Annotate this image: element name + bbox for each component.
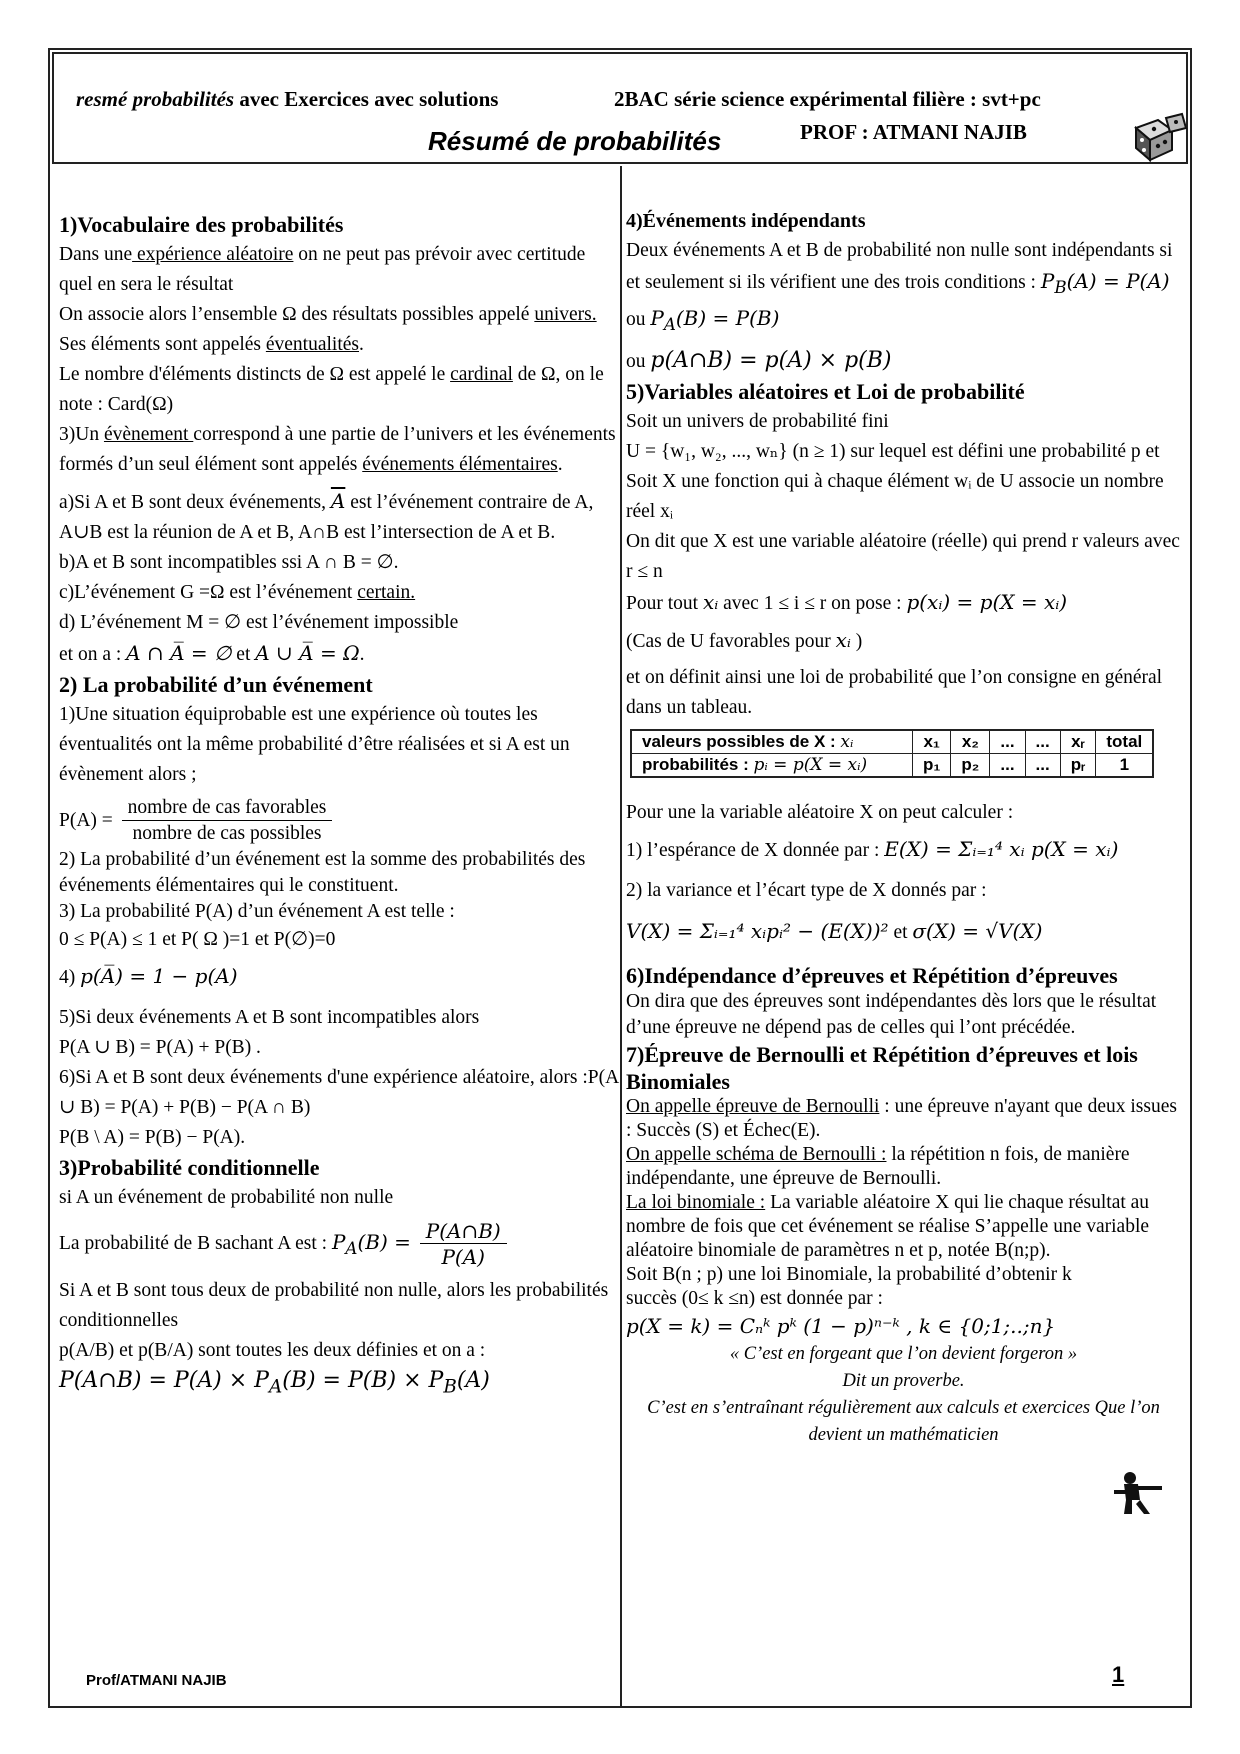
s4-paragraph-1: Deux événements A et B de probabilité non nulle sont indépendants si et seulement si ils vérifient une des trois conditions : $P_B(A) = P(A)$ ou $P_A(B) = P(B)$ (626, 240, 1173, 334)
s4-paragraph-2: ou p(A∩B) = p(A) × p(B) (626, 348, 892, 373)
s7-binomial-formula: p(X = k) = Cₙᵏ pᵏ (1 − p)ⁿ⁻ᵏ , k ∈ {0;1;..;n} (626, 1314, 1056, 1338)
page-number: 1 (1112, 1662, 1125, 1687)
quote-line-2: Dit un proverbe. (842, 1371, 965, 1391)
s6-paragraph-1: On dira que des épreuves sont indépendantes dès lors que le résultat d’une épreuve ne dépend pas de celles qui l’ont précédée. (626, 991, 1157, 1038)
s5-paragraph-5: (Cas de U favorables pour xᵢ ) (626, 628, 863, 652)
s5-paragraph-2: U = {w₁, w₂, ..., wₙ} (n ≥ 1) sur lequel est défini une probabilité p et Soit X une fonction qui à chaque élément wᵢ de U associe un nombre réel xᵢ (626, 441, 1164, 522)
table-cell: ... (990, 754, 1025, 778)
table-cell: total (1096, 730, 1153, 754)
table-cell: pᵣ (1060, 754, 1096, 778)
s2-paragraph-6: 6)Si A et B sont deux événements d'une expérience aléatoire, alors :P(A ∪ B) = P(A) + P(B) − P(A ∩ B) (59, 1067, 619, 1118)
s1-item-a: a)Si A et B sont deux événements, $\overline{A}$ est l’événement contraire de A, A∪B est la réunion de A et B, A∩B est l’intersection de A et B. (59, 489, 594, 543)
table-cell: ... (990, 730, 1025, 754)
table-cell: ... (1025, 754, 1060, 778)
s2-equiprobable-formula: P(A) = $\frac{\text{nombre de cas favorables}}{\text{nombre de cas possibles}}$ (59, 796, 619, 847)
s5-paragraph-7: Pour une la variable aléatoire X on peut calculer : (626, 802, 1014, 823)
section-3-title: 3)Probabilité conditionnelle (59, 1155, 320, 1180)
header-left-title: resmé probabilités avec Exercices avec solutions (76, 87, 499, 111)
quote-line-3: C’est en s’entraînant régulièrement aux calculs et exercices Que l’on devient un mathématicien (647, 1398, 1160, 1445)
table-cell: valeurs possibles de X : xᵢ (631, 730, 913, 754)
s3-product-formula: P(A∩B) = $P(A) \times P_A(B) = P(B) \times P_B(A)$ (59, 1368, 490, 1398)
left-column (59, 210, 619, 1402)
section-6-title: 6)Indépendance d’épreuves et Répétition d’épreuves (626, 963, 1118, 988)
s2-paragraph-2: 2) La probabilité d’un événement est la somme des probabilités des événements élémentaires qui le constituent. (59, 849, 586, 896)
table-cell: probabilités : pᵢ = p(X = xᵢ) (631, 754, 913, 778)
s7-paragraph-3: La loi binomiale : La variable aléatoire X qui lie chaque résultat au nombre de fois que cet événement se réalise S’appelle une variable aléatoire binomiale de paramètres n et p, notée B(n;p). (626, 1192, 1150, 1261)
table-cell: xᵣ (1060, 730, 1096, 754)
section-7-title: 7)Épreuve de Bernoulli et Répétition d’épreuves et lois Binomiales (626, 1042, 1138, 1094)
s5-paragraph-1: Soit un univers de probabilité fini (626, 411, 889, 432)
footer-author: Prof/ATMANI NAJIB (86, 1672, 227, 1689)
probability-table (630, 729, 1154, 778)
shooter-icon (1110, 1470, 1166, 1516)
table-cell: p₁ (913, 754, 951, 778)
table-cell: ... (1025, 730, 1060, 754)
header-prof: PROF : ATMANI NAJIB (800, 120, 1027, 144)
table-cell: 1 (1096, 754, 1153, 778)
section-5-title: 5)Variables aléatoires et Loi de probabilité (626, 379, 1025, 404)
s3-paragraph-1: si A un événement de probabilité non nulle (59, 1187, 394, 1208)
s2-paragraph-1: 1)Une situation équiprobable est une expérience où toutes les éventualités ont la même probabilité d’être réalisées et si A est un évènement alors ; (59, 704, 570, 785)
s2-paragraph-3-formula: 0 ≤ P(A) ≤ 1 et P( Ω )=1 et P(∅)=0 (59, 929, 336, 950)
s1-item-b: b)A et B sont incompatibles ssi A ∩ B = ∅. (59, 552, 399, 573)
dice-icon (1132, 110, 1188, 162)
s5-paragraph-9: 2) la variance et l’écart type de X donnés par : (626, 880, 987, 901)
s5-paragraph-3: On dit que X est une variable aléatoire (réelle) qui prend r valeurs avec r ≤ n (626, 531, 1180, 582)
s3-paragraph-4: p(A/B) et p(B/A) sont toutes les deux définies et on a : (59, 1340, 486, 1361)
header-right-title: 2BAC série science expérimental filière : svt+pc (614, 87, 1041, 111)
s1-item-d: d) L’événement M = ∅ est l’événement impossible (59, 612, 459, 633)
section-1-title: 1)Vocabulaire des probabilités (59, 212, 344, 237)
s1-paragraph-2: On associe alors l’ensemble Ω des résultats possibles appelé univers. Ses éléments sont appelés éventualités. (59, 304, 597, 355)
s5-paragraph-6: et on définit ainsi une loi de probabilité que l’on consigne en général dans un tableau. (626, 667, 1163, 718)
section-2-title: 2) La probabilité d’un événement (59, 672, 373, 697)
right-column (626, 206, 1181, 1449)
table-cell: p₂ (951, 754, 990, 778)
table-cell: x₁ (913, 730, 951, 754)
table-cell: x₂ (951, 730, 990, 754)
header (52, 52, 1188, 164)
table-row (631, 730, 1153, 754)
s2-paragraph-5-formula: P(A ∪ B) = P(A) + P(B) . (59, 1037, 261, 1058)
s3-conditional-formula: La probabilité de B sachant A est : $P_A(B)$ = $\frac{P(A\cap B)}{P(A)}$ (59, 1219, 619, 1270)
page-title: Résumé de probabilités (428, 126, 722, 156)
s1-item-c: c)L’événement G =Ω est l’événement certain. (59, 582, 416, 603)
s1-paragraph-1: Dans une expérience aléatoire on ne peut pas prévoir avec certitude quel en sera le résultat (59, 244, 586, 295)
s1-paragraph-3: Le nombre d'éléments distincts de Ω est appelé le cardinal de Ω, on le note : Card(Ω) (59, 364, 604, 415)
section-4-title: 4)Événements indépendants (626, 210, 866, 232)
s5-expectation: 1) l’espérance de X donnée par : E(X) = Σᵢ₌₁⁴ xᵢ p(X = xᵢ) (626, 837, 1119, 861)
s2-paragraph-5: 5)Si deux événements A et B sont incompatibles alors (59, 1007, 480, 1028)
s2-paragraph-6-formula: P(B \ A) = P(B) − P(A). (59, 1127, 246, 1148)
s2-paragraph-4: 4) p(A̅) = 1 − p(A) (59, 964, 238, 988)
column-divider (620, 166, 622, 1706)
s7-paragraph-1: On appelle épreuve de Bernoulli : une épreuve n'ayant que deux issues : Succès (S) et Échec(E). (626, 1096, 1177, 1141)
s5-paragraph-4: Pour tout xᵢ avec 1 ≤ i ≤ r on pose : p(xᵢ) = p(X = xᵢ) (626, 590, 1068, 614)
s1-item-e: et on a : A ∩ A̅ = ∅ et A ∪ A̅ = Ω. (59, 641, 365, 665)
s5-variance: V(X) = Σᵢ₌₁⁴ xᵢpᵢ² − (E(X))² et σ(X) = √V(X) (626, 919, 1043, 943)
s1-paragraph-4: 3)Un évènement correspond à une partie de l’univers et les événements formés d’un seul élément sont appelés événements élémentaires. (59, 424, 616, 475)
quote-line-1: « C’est en forgeant que l’on devient forgeron » (729, 1344, 1078, 1364)
table-row (631, 754, 1153, 778)
s2-paragraph-3: 3) La probabilité P(A) d’un événement A est telle : (59, 901, 455, 922)
s3-paragraph-3: Si A et B sont tous deux de probabilité non nulle, alors les probabilités conditionnelles (59, 1280, 609, 1331)
s7-paragraph-2: On appelle schéma de Bernoulli : la répétition n fois, de manière indépendante, une épreuve de Bernoulli. (626, 1144, 1130, 1189)
s7-paragraph-4: Soit B(n ; p) une loi Binomiale, la probabilité d’obtenir k succès (0≤ k ≤n) est donnée par : (626, 1264, 1072, 1309)
